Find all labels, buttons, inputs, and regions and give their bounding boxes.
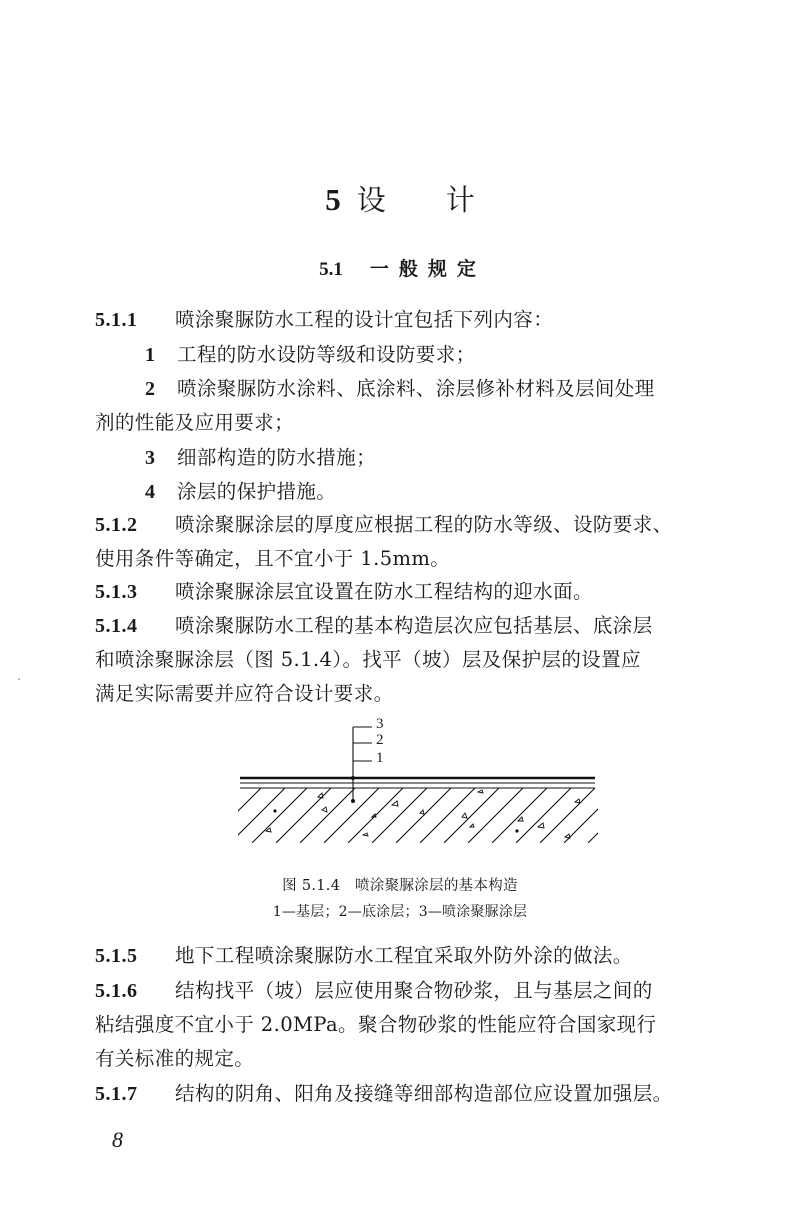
clause-5-1-4 [95,614,765,638]
figure-5-1-4-diagram [230,715,610,855]
clause-number: 5.1.4 [95,615,138,637]
clause-text: 满足实际需要并应符合设计要求。 [95,682,394,705]
clause-text: 地下工程喷涂聚脲防水工程宜采取外防外涂的做法。 [175,944,633,967]
item-number: 4 [145,481,156,503]
figure-caption: 图 5.1.4 喷涂聚脲涂层的基本构造 [282,878,518,894]
clause-text: 结构的阴角、阳角及接缝等细部构造部位应设置加强层。 [175,1082,673,1105]
list-item [95,480,800,504]
item-text: 工程的防水设防等级和设防要求； [177,343,476,366]
item-number: 1 [145,344,156,366]
item-text: 涂层的保护措施。 [177,480,337,503]
chapter-title-char: 计 [445,183,475,217]
figure-label-1: 1 [376,750,384,766]
item-continuation [95,411,765,435]
clause-number: 5.1.6 [95,980,138,1002]
chapter-title-char: 设 [356,183,386,217]
clause-continuation [95,1013,765,1037]
section-title-char: 一 [369,258,389,280]
clause-continuation [95,547,765,571]
clause-text: 喷涂聚脲防水工程的设计宜包括下列内容： [175,308,554,331]
clause-text: 和喷涂聚脲涂层（图 5.1.4）。找平（坡）层及保护层的设置应 [95,648,641,671]
clause-text: 有关标准的规定。 [95,1047,255,1070]
clause-5-1-7 [95,1082,765,1106]
clause-number: 5.1.3 [95,581,138,603]
clause-5-1-2 [95,513,765,537]
clause-continuation [95,682,765,706]
clause-text: 粘结强度不宜小于 2.0MPa。聚合物砂浆的性能应符合国家现行 [95,1013,657,1036]
clause-text: 喷涂聚脲涂层的厚度应根据工程的防水等级、设防要求、 [175,513,673,536]
chapter-number: 5 [325,182,341,217]
figure-legend: 1—基层；2—底涂层；3—喷涂聚脲涂层 [272,904,528,920]
section-title-char: 定 [456,258,476,280]
layer-structure-diagram [230,715,610,855]
clause-continuation [95,1047,765,1071]
clause-text: 结构找平（坡）层应使用聚合物砂浆，且与基层之间的 [175,979,653,1002]
item-number: 3 [145,447,156,469]
item-number: 2 [145,378,156,400]
scan-speck [18,678,20,680]
clause-continuation [95,648,765,672]
chapter-title [0,178,800,219]
list-item [95,377,800,401]
clause-5-1-3 [95,580,765,604]
section-title [0,254,800,281]
item-text: 喷涂聚脲防水涂料、底涂料、涂层修补材料及层间处理 [177,377,655,400]
figure-label-2: 2 [376,732,384,748]
clause-5-1-1 [95,308,765,332]
section-title-char: 般 [398,258,418,280]
page-number: 8 [112,1127,123,1152]
clause-text: 喷涂聚脲防水工程的基本构造层次应包括基层、底涂层 [175,614,653,637]
clause-text: 喷涂聚脲涂层宜设置在防水工程结构的迎水面。 [175,580,593,603]
item-text: 细部构造的防水措施； [177,446,377,469]
clause-5-1-5 [95,944,765,968]
clause-number: 5.1.1 [95,309,138,331]
list-item [95,343,800,367]
list-item [95,446,800,470]
section-number: 5.1 [319,259,343,280]
clause-number: 5.1.2 [95,514,138,536]
clause-number: 5.1.5 [95,945,138,967]
clause-5-1-6 [95,979,765,1003]
section-title-char: 规 [427,258,447,280]
figure-label-3: 3 [376,716,384,732]
item-text: 剂的性能及应用要求； [95,411,295,434]
clause-text: 使用条件等确定，且不宜小于 1.5mm。 [95,547,451,570]
clause-number: 5.1.7 [95,1083,138,1105]
